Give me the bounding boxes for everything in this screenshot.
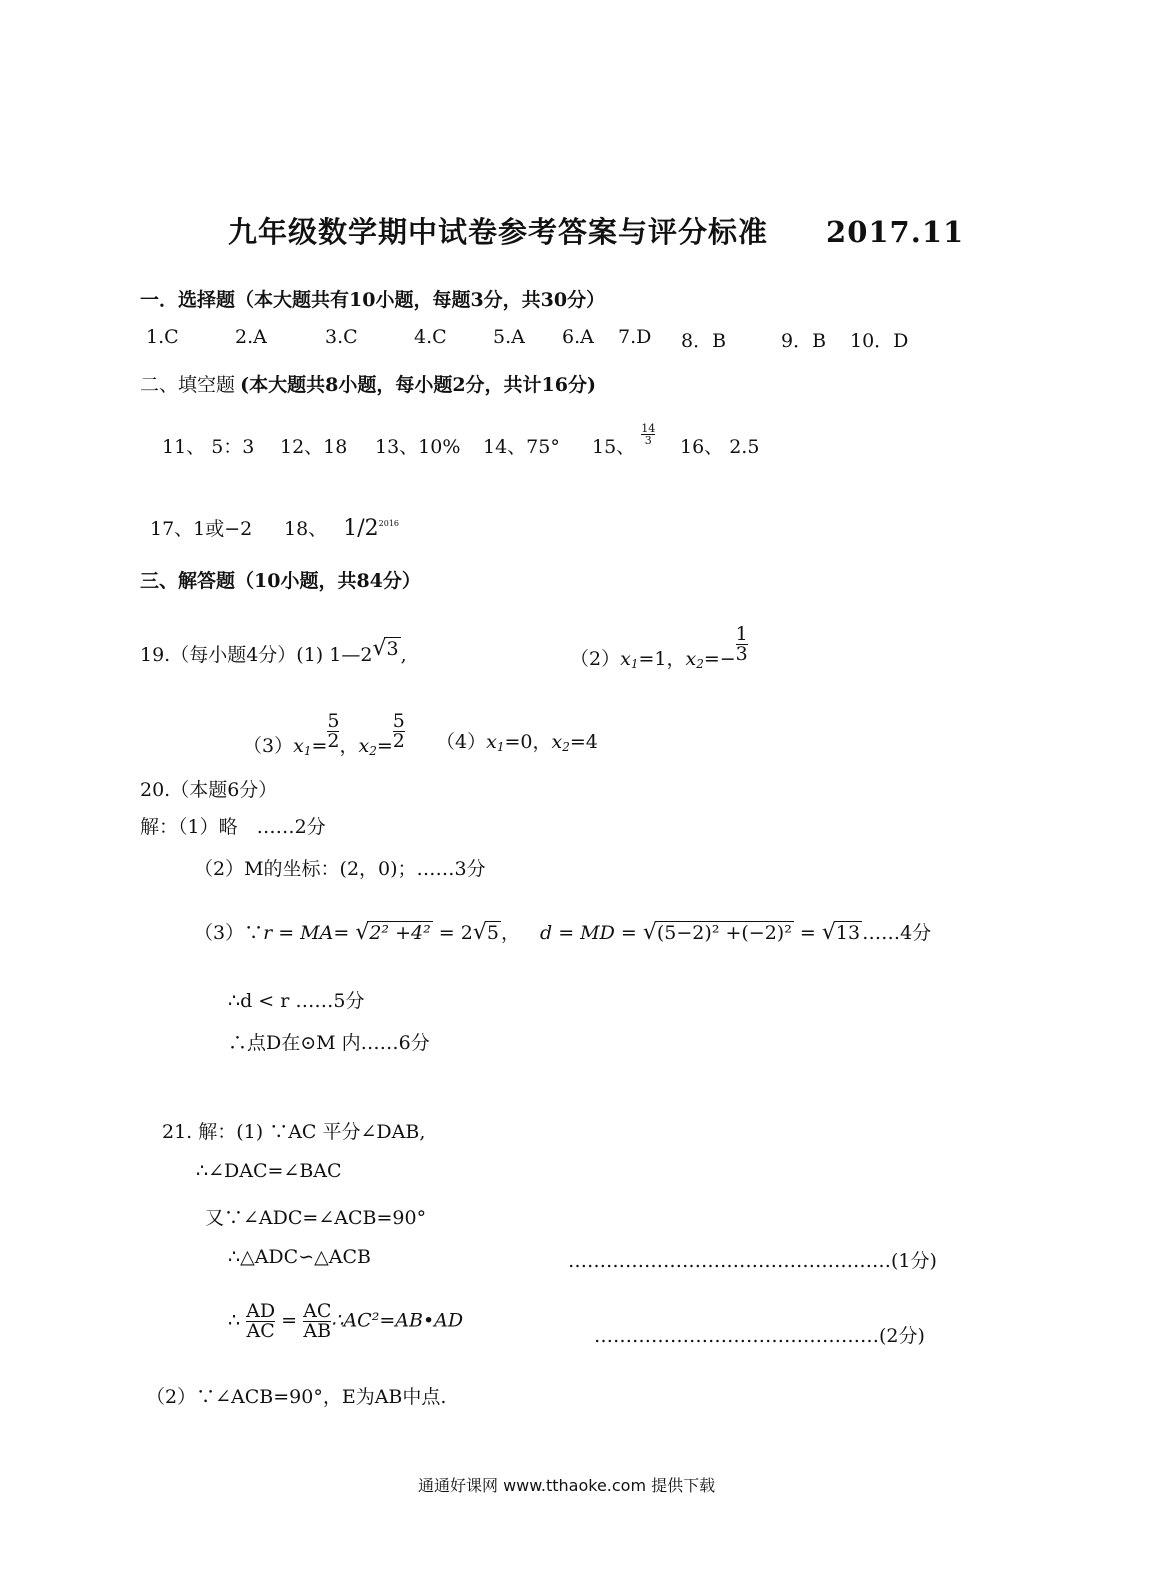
fill-q18 [284, 514, 399, 541]
q21-l5-fraction1 [246, 1302, 275, 1341]
q19-part3 [243, 710, 405, 758]
q20-line4: ∴d < r ……5分 [228, 990, 365, 1012]
q21-line6: （2）∵∠ACB=90°，E为AB中点. [146, 1386, 447, 1408]
q21-line5-score: ………………………………………(2分) [594, 1325, 925, 1347]
answer-4: 4.C [414, 326, 447, 348]
fill-q18-label: 18、 [284, 518, 328, 540]
q19-p3-sep: ， [339, 734, 359, 757]
sqrt-symbol: √ [821, 920, 836, 945]
q19-part4 [436, 727, 598, 754]
fill-q16: 16、 2.5 [680, 436, 760, 458]
q19-p4-x2: =4 [569, 731, 598, 753]
q19-p2-x2: =− [703, 647, 736, 670]
q20-l3-e: = [793, 922, 822, 944]
answer-1: 1.C [146, 326, 179, 348]
answer-2: 2.A [235, 326, 267, 348]
section2-heading-bold: (本大题共8小题，每小题2分，共计16分) [240, 374, 596, 396]
q19-p3-fraction1 [327, 712, 339, 751]
q19-p3-x2: = [376, 734, 393, 757]
answer-10: 10．D [850, 330, 909, 352]
q19-p4-x2-var: $x_2$ [551, 731, 570, 754]
fill-q11: 11、 5：3 [162, 436, 255, 458]
q20-l3-e-radicand: 13 [835, 922, 861, 944]
section1-heading: 一．选择题（本大题共有10小题，每题3分，共30分） [140, 289, 606, 311]
answer-7: 7.D [618, 326, 652, 348]
q20-l3-a: r = MA= [263, 922, 356, 944]
q19-p2-x1-var: $x_1$ [620, 647, 639, 671]
q19-p2-den: 3 [735, 643, 748, 665]
q21-l5-eq: = [275, 1309, 304, 1332]
q19-p4-prefix: （4） [436, 731, 487, 753]
q19-p3-den2: 2 [392, 730, 405, 752]
footer-text: 通通好课网 www.tthaoke.com 提供下载 [418, 1476, 716, 1495]
q19-p1-radicand: 3 [386, 638, 399, 660]
q20-l3-a-radicand: 2² +4² [369, 922, 431, 944]
q19-p2-num: 1 [735, 623, 748, 645]
title-text: 九年级数学期中试卷参考答案与评分标准 [228, 215, 769, 249]
q20-l3-prefix: （3）∵ [194, 922, 264, 944]
fill-q17: 17、1或−2 [150, 518, 253, 540]
q19-p3-num2: 5 [392, 710, 405, 732]
q20-l3-c: ， [500, 922, 520, 944]
q19-p2-prefix: （2） [570, 647, 621, 670]
q19-p3-num1: 5 [327, 710, 340, 732]
q21-line4: ∴△ADC∽△ACB [228, 1246, 371, 1268]
fill-q12: 12、18 [280, 436, 348, 458]
q19-p3-x2-var: $x_2$ [358, 734, 377, 758]
q20-line2: （2）M的坐标：(2，0)；……3分 [194, 858, 486, 880]
sqrt-symbol: √ [372, 636, 387, 661]
sqrt-symbol: √ [355, 920, 370, 945]
q19-part2 [570, 623, 748, 671]
fill-q15-den: 3 [644, 433, 652, 447]
q21-l5-num2: AC [303, 1300, 332, 1322]
q21-line3: 又∵∠ADC=∠ACB=90° [205, 1207, 427, 1229]
q20-l3-d: d = MD = [540, 922, 643, 944]
q19-label: 19.（每小题4分）(1) 1—2 [140, 644, 373, 666]
section2-heading [140, 370, 596, 397]
q21-l5-den1: AC [246, 1320, 275, 1342]
q21-line4-score: ……………………………………………(1分) [568, 1250, 937, 1272]
title-date: 2017.11 [826, 215, 965, 249]
answer-3: 3.C [325, 326, 358, 348]
q20-l3-d-radicand: (5−2)² +(−2)² [656, 922, 792, 944]
q19-p2-x1: =1， [638, 647, 686, 670]
fill-q15-num: 14 [641, 421, 656, 435]
q21-l5-rest: ∴AC²=AB•AD [331, 1309, 464, 1332]
q19-p1-end: , [400, 644, 407, 666]
q19-p3-fraction2 [393, 712, 405, 751]
q20-l3-b: = 2 [432, 922, 473, 944]
q21-l5-fraction2 [303, 1302, 331, 1341]
answer-9: 9．B [781, 330, 827, 352]
page-title [228, 210, 964, 251]
q19-p2-x2-var: $x_2$ [685, 647, 704, 671]
q19-part1 [140, 636, 407, 667]
fill-q13: 13、10% [375, 436, 461, 458]
answer-6: 6.A [562, 326, 594, 348]
q21-line5 [228, 1302, 463, 1341]
q20-line3 [194, 918, 931, 945]
fill-q15-label: 15、 [592, 436, 636, 458]
q19-p2-fraction [736, 625, 748, 664]
section2-heading-prefix: 二、填空题 [140, 374, 236, 396]
answer-5: 5.A [493, 326, 525, 348]
fill-q18-exp: 2016 [378, 519, 399, 528]
q19-p3-x1-var: $x_1$ [293, 734, 312, 758]
q21-l5-den2: AB [303, 1320, 332, 1342]
fill-q14: 14、75° [483, 436, 560, 458]
q20-line1: 解：（1）略 ……2分 [140, 816, 326, 838]
q19-p3-prefix: （3） [243, 734, 294, 757]
q20-label: 20.（本题6分） [140, 779, 278, 801]
fill-q15-fraction [641, 423, 655, 446]
q20-l3-b-radicand: 5 [486, 922, 499, 944]
sqrt-symbol: √ [472, 920, 487, 945]
q20-line5: ∴点D在⊙M 内……6分 [228, 1032, 430, 1054]
q20-l3-score: ……4分 [862, 922, 932, 944]
q19-p3-x1: = [311, 734, 328, 757]
q21-l5-num1: AD [246, 1300, 276, 1322]
q21-line1: 21. 解：(1) ∵AC 平分∠DAB, [162, 1121, 426, 1143]
fill-q18-base: 1/2 [343, 516, 379, 541]
fill-q15 [592, 421, 656, 460]
q19-p4-x1-var: $x_1$ [486, 731, 505, 754]
section3-heading: 三、解答题（10小题，共84分） [140, 570, 421, 592]
answer-8: 8．B [681, 330, 727, 352]
sqrt-symbol: √ [642, 920, 657, 945]
q19-p4-x1: =0， [504, 731, 552, 753]
q19-p3-den1: 2 [327, 730, 340, 752]
q21-l5-therefore: ∴ [228, 1309, 241, 1332]
q21-line2: ∴∠DAC=∠BAC [196, 1160, 342, 1182]
